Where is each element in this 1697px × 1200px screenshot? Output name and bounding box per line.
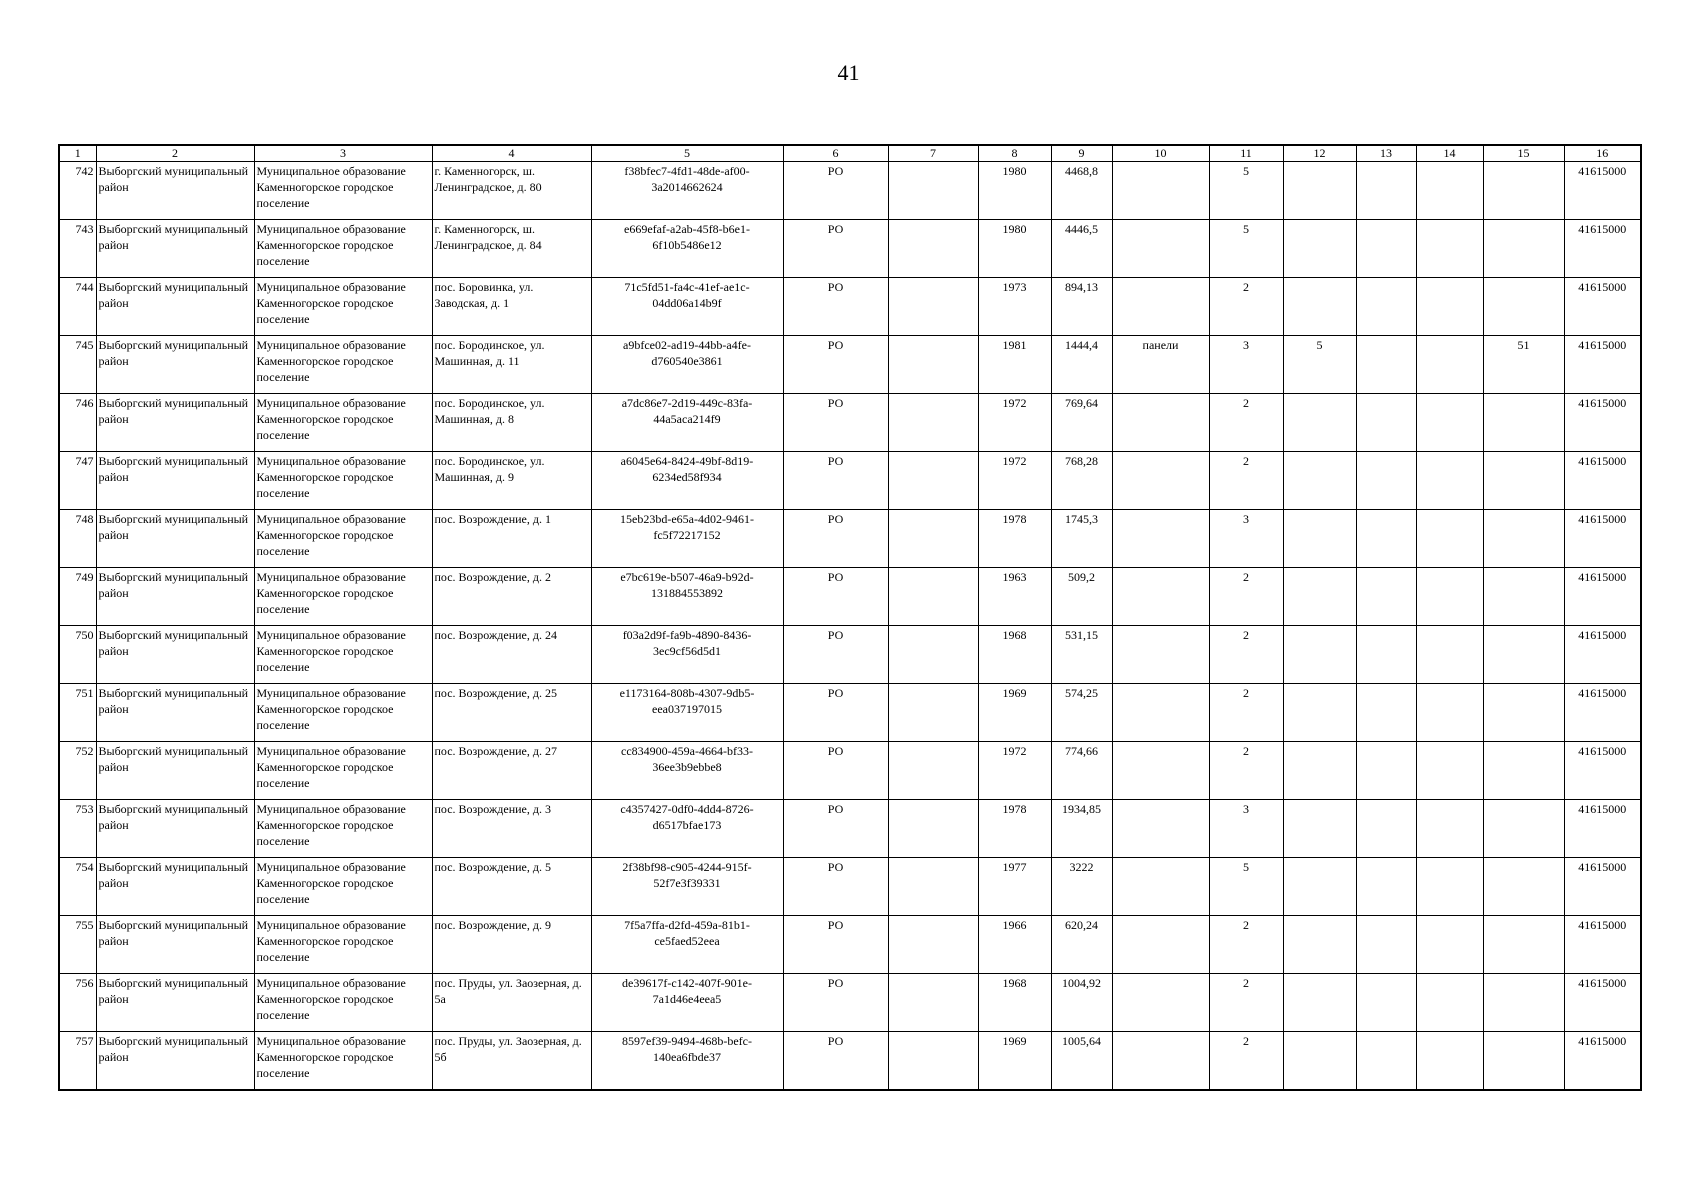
column-14-cell xyxy=(1416,742,1483,800)
housing-registry-table xyxy=(58,144,1642,1091)
year-cell: 1972 xyxy=(978,394,1051,452)
column-7-cell xyxy=(888,626,978,684)
district-cell: Выборгский муниципальный район xyxy=(96,394,254,452)
area-cell: 4468,8 xyxy=(1051,162,1112,220)
oktmo-cell: 41615000 xyxy=(1564,974,1641,1032)
row-number-cell: 750 xyxy=(59,626,96,684)
column-13-cell xyxy=(1356,684,1416,742)
oktmo-cell: 41615000 xyxy=(1564,278,1641,336)
column-header: 5 xyxy=(591,145,783,162)
row-number-cell: 751 xyxy=(59,684,96,742)
column-6-cell: РО xyxy=(783,162,888,220)
year-cell: 1980 xyxy=(978,220,1051,278)
address-cell: г. Каменногорск, ш. Ленинградское, д. 84 xyxy=(432,220,591,278)
column-header: 16 xyxy=(1564,145,1641,162)
address-cell: пос. Возрождение, д. 25 xyxy=(432,684,591,742)
guid-cell: 71c5fd51-fa4c-41ef-ae1c-04dd06a14b9f xyxy=(591,278,783,336)
floors-cell: 2 xyxy=(1209,742,1283,800)
table-row xyxy=(59,336,1641,394)
row-number-cell: 745 xyxy=(59,336,96,394)
column-15-cell xyxy=(1483,684,1564,742)
municipality-cell: Муниципальное образование Каменногорское городское поселение xyxy=(254,1032,432,1090)
column-header: 12 xyxy=(1283,145,1356,162)
address-cell: пос. Возрождение, д. 5 xyxy=(432,858,591,916)
table-body xyxy=(59,162,1641,1090)
year-cell: 1963 xyxy=(978,568,1051,626)
address-cell: пос. Возрождение, д. 3 xyxy=(432,800,591,858)
guid-cell: a9bfce02-ad19-44bb-a4fe-d760540e3861 xyxy=(591,336,783,394)
address-cell: пос. Возрождение, д. 9 xyxy=(432,916,591,974)
column-header: 1 xyxy=(59,145,96,162)
column-6-cell: РО xyxy=(783,510,888,568)
address-cell: пос. Бородинское, ул. Машинная, д. 9 xyxy=(432,452,591,510)
area-cell: 768,28 xyxy=(1051,452,1112,510)
column-15-cell xyxy=(1483,1032,1564,1090)
table-row xyxy=(59,742,1641,800)
column-7-cell xyxy=(888,800,978,858)
table-row xyxy=(59,510,1641,568)
column-14-cell xyxy=(1416,452,1483,510)
floors-cell: 2 xyxy=(1209,568,1283,626)
year-cell: 1972 xyxy=(978,452,1051,510)
guid-cell: 8597ef39-9494-468b-befc-140ea6fbde37 xyxy=(591,1032,783,1090)
area-cell: 574,25 xyxy=(1051,684,1112,742)
column-7-cell xyxy=(888,1032,978,1090)
year-cell: 1969 xyxy=(978,684,1051,742)
column-15-cell xyxy=(1483,858,1564,916)
floors-cell: 2 xyxy=(1209,278,1283,336)
column-14-cell xyxy=(1416,568,1483,626)
column-12-cell xyxy=(1283,510,1356,568)
column-14-cell xyxy=(1416,684,1483,742)
material-cell xyxy=(1112,568,1209,626)
column-15-cell: 51 xyxy=(1483,336,1564,394)
oktmo-cell: 41615000 xyxy=(1564,336,1641,394)
area-cell: 769,64 xyxy=(1051,394,1112,452)
table-row xyxy=(59,452,1641,510)
floors-cell: 2 xyxy=(1209,626,1283,684)
district-cell: Выборгский муниципальный район xyxy=(96,626,254,684)
column-13-cell xyxy=(1356,800,1416,858)
column-15-cell xyxy=(1483,510,1564,568)
column-header: 3 xyxy=(254,145,432,162)
oktmo-cell: 41615000 xyxy=(1564,510,1641,568)
municipality-cell: Муниципальное образование Каменногорское городское поселение xyxy=(254,278,432,336)
column-12-cell xyxy=(1283,568,1356,626)
material-cell xyxy=(1112,626,1209,684)
row-number-cell: 742 xyxy=(59,162,96,220)
column-7-cell xyxy=(888,568,978,626)
table-row xyxy=(59,220,1641,278)
oktmo-cell: 41615000 xyxy=(1564,916,1641,974)
area-cell: 894,13 xyxy=(1051,278,1112,336)
material-cell xyxy=(1112,510,1209,568)
column-header: 13 xyxy=(1356,145,1416,162)
municipality-cell: Муниципальное образование Каменногорское городское поселение xyxy=(254,742,432,800)
address-cell: пос. Боровинка, ул. Заводская, д. 1 xyxy=(432,278,591,336)
column-6-cell: РО xyxy=(783,684,888,742)
table-row xyxy=(59,684,1641,742)
address-cell: пос. Пруды, ул. Заозерная, д. 5б xyxy=(432,1032,591,1090)
column-13-cell xyxy=(1356,626,1416,684)
oktmo-cell: 41615000 xyxy=(1564,220,1641,278)
table-row xyxy=(59,974,1641,1032)
municipality-cell: Муниципальное образование Каменногорское городское поселение xyxy=(254,452,432,510)
column-14-cell xyxy=(1416,510,1483,568)
column-12-cell xyxy=(1283,1032,1356,1090)
column-14-cell xyxy=(1416,394,1483,452)
material-cell xyxy=(1112,394,1209,452)
material-cell xyxy=(1112,742,1209,800)
material-cell xyxy=(1112,220,1209,278)
material-cell xyxy=(1112,800,1209,858)
column-14-cell xyxy=(1416,220,1483,278)
row-number-cell: 757 xyxy=(59,1032,96,1090)
column-12-cell xyxy=(1283,858,1356,916)
year-cell: 1969 xyxy=(978,1032,1051,1090)
column-15-cell xyxy=(1483,742,1564,800)
table-row xyxy=(59,800,1641,858)
address-cell: пос. Бородинское, ул. Машинная, д. 8 xyxy=(432,394,591,452)
column-header: 15 xyxy=(1483,145,1564,162)
column-6-cell: РО xyxy=(783,336,888,394)
floors-cell: 3 xyxy=(1209,336,1283,394)
row-number-cell: 755 xyxy=(59,916,96,974)
floors-cell: 2 xyxy=(1209,916,1283,974)
table-row xyxy=(59,568,1641,626)
column-15-cell xyxy=(1483,974,1564,1032)
area-cell: 3222 xyxy=(1051,858,1112,916)
district-cell: Выборгский муниципальный район xyxy=(96,684,254,742)
year-cell: 1973 xyxy=(978,278,1051,336)
floors-cell: 5 xyxy=(1209,162,1283,220)
district-cell: Выборгский муниципальный район xyxy=(96,510,254,568)
row-number-cell: 748 xyxy=(59,510,96,568)
column-header: 14 xyxy=(1416,145,1483,162)
row-number-cell: 749 xyxy=(59,568,96,626)
column-12-cell xyxy=(1283,800,1356,858)
column-6-cell: РО xyxy=(783,974,888,1032)
column-header: 4 xyxy=(432,145,591,162)
municipality-cell: Муниципальное образование Каменногорское городское поселение xyxy=(254,568,432,626)
column-12-cell xyxy=(1283,162,1356,220)
column-12-cell xyxy=(1283,974,1356,1032)
column-15-cell xyxy=(1483,220,1564,278)
column-12-cell xyxy=(1283,626,1356,684)
column-13-cell xyxy=(1356,452,1416,510)
guid-cell: f38bfec7-4fd1-48de-af00-3a2014662624 xyxy=(591,162,783,220)
header-row xyxy=(59,145,1641,162)
year-cell: 1968 xyxy=(978,974,1051,1032)
column-15-cell xyxy=(1483,162,1564,220)
material-cell: панели xyxy=(1112,336,1209,394)
column-13-cell xyxy=(1356,336,1416,394)
row-number-cell: 744 xyxy=(59,278,96,336)
column-header: 6 xyxy=(783,145,888,162)
column-header: 10 xyxy=(1112,145,1209,162)
oktmo-cell: 41615000 xyxy=(1564,394,1641,452)
column-6-cell: РО xyxy=(783,916,888,974)
floors-cell: 2 xyxy=(1209,1032,1283,1090)
year-cell: 1977 xyxy=(978,858,1051,916)
column-13-cell xyxy=(1356,510,1416,568)
page-number: 41 xyxy=(837,60,860,85)
guid-cell: e7bc619e-b507-46a9-b92d-131884553892 xyxy=(591,568,783,626)
column-6-cell: РО xyxy=(783,220,888,278)
column-12-cell xyxy=(1283,220,1356,278)
floors-cell: 2 xyxy=(1209,974,1283,1032)
column-15-cell xyxy=(1483,568,1564,626)
district-cell: Выборгский муниципальный район xyxy=(96,742,254,800)
column-7-cell xyxy=(888,278,978,336)
row-number-cell: 743 xyxy=(59,220,96,278)
material-cell xyxy=(1112,974,1209,1032)
column-12-cell xyxy=(1283,452,1356,510)
municipality-cell: Муниципальное образование Каменногорское городское поселение xyxy=(254,510,432,568)
column-12-cell: 5 xyxy=(1283,336,1356,394)
column-14-cell xyxy=(1416,1032,1483,1090)
address-cell: пос. Пруды, ул. Заозерная, д. 5а xyxy=(432,974,591,1032)
table-row xyxy=(59,162,1641,220)
guid-cell: de39617f-c142-407f-901e-7a1d46e4eea5 xyxy=(591,974,783,1032)
guid-cell: a7dc86e7-2d19-449c-83fa-44a5aca214f9 xyxy=(591,394,783,452)
oktmo-cell: 41615000 xyxy=(1564,452,1641,510)
area-cell: 620,24 xyxy=(1051,916,1112,974)
material-cell xyxy=(1112,1032,1209,1090)
column-14-cell xyxy=(1416,626,1483,684)
row-number-cell: 752 xyxy=(59,742,96,800)
column-header: 2 xyxy=(96,145,254,162)
column-14-cell xyxy=(1416,162,1483,220)
table-row xyxy=(59,626,1641,684)
municipality-cell: Муниципальное образование Каменногорское городское поселение xyxy=(254,394,432,452)
column-15-cell xyxy=(1483,800,1564,858)
column-7-cell xyxy=(888,394,978,452)
column-13-cell xyxy=(1356,974,1416,1032)
column-header: 7 xyxy=(888,145,978,162)
district-cell: Выборгский муниципальный район xyxy=(96,916,254,974)
column-15-cell xyxy=(1483,394,1564,452)
column-13-cell xyxy=(1356,394,1416,452)
material-cell xyxy=(1112,684,1209,742)
guid-cell: 15eb23bd-e65a-4d02-9461-fc5f72217152 xyxy=(591,510,783,568)
year-cell: 1978 xyxy=(978,800,1051,858)
column-6-cell: РО xyxy=(783,858,888,916)
address-cell: пос. Возрождение, д. 2 xyxy=(432,568,591,626)
address-cell: пос. Возрождение, д. 24 xyxy=(432,626,591,684)
floors-cell: 3 xyxy=(1209,800,1283,858)
column-13-cell xyxy=(1356,568,1416,626)
municipality-cell: Муниципальное образование Каменногорское городское поселение xyxy=(254,220,432,278)
district-cell: Выборгский муниципальный район xyxy=(96,974,254,1032)
year-cell: 1968 xyxy=(978,626,1051,684)
material-cell xyxy=(1112,278,1209,336)
column-7-cell xyxy=(888,162,978,220)
column-7-cell xyxy=(888,336,978,394)
floors-cell: 2 xyxy=(1209,684,1283,742)
column-6-cell: РО xyxy=(783,452,888,510)
column-13-cell xyxy=(1356,1032,1416,1090)
oktmo-cell: 41615000 xyxy=(1564,1032,1641,1090)
district-cell: Выборгский муниципальный район xyxy=(96,220,254,278)
municipality-cell: Муниципальное образование Каменногорское городское поселение xyxy=(254,336,432,394)
floors-cell: 5 xyxy=(1209,858,1283,916)
row-number-cell: 746 xyxy=(59,394,96,452)
guid-cell: c4357427-0df0-4dd4-8726-d6517bfae173 xyxy=(591,800,783,858)
table-row xyxy=(59,394,1641,452)
column-14-cell xyxy=(1416,916,1483,974)
column-14-cell xyxy=(1416,858,1483,916)
column-15-cell xyxy=(1483,452,1564,510)
guid-cell: a6045e64-8424-49bf-8d19-6234ed58f934 xyxy=(591,452,783,510)
floors-cell: 2 xyxy=(1209,394,1283,452)
table-row xyxy=(59,278,1641,336)
column-12-cell xyxy=(1283,742,1356,800)
oktmo-cell: 41615000 xyxy=(1564,626,1641,684)
guid-cell: e669efaf-a2ab-45f8-b6e1-6f10b5486e12 xyxy=(591,220,783,278)
year-cell: 1978 xyxy=(978,510,1051,568)
row-number-cell: 754 xyxy=(59,858,96,916)
municipality-cell: Муниципальное образование Каменногорское городское поселение xyxy=(254,162,432,220)
year-cell: 1966 xyxy=(978,916,1051,974)
column-13-cell xyxy=(1356,858,1416,916)
year-cell: 1981 xyxy=(978,336,1051,394)
column-6-cell: РО xyxy=(783,742,888,800)
address-cell: г. Каменногорск, ш. Ленинградское, д. 80 xyxy=(432,162,591,220)
column-14-cell xyxy=(1416,336,1483,394)
column-7-cell xyxy=(888,220,978,278)
column-7-cell xyxy=(888,916,978,974)
column-12-cell xyxy=(1283,278,1356,336)
column-6-cell: РО xyxy=(783,394,888,452)
municipality-cell: Муниципальное образование Каменногорское городское поселение xyxy=(254,684,432,742)
column-13-cell xyxy=(1356,742,1416,800)
row-number-cell: 753 xyxy=(59,800,96,858)
municipality-cell: Муниципальное образование Каменногорское городское поселение xyxy=(254,858,432,916)
column-12-cell xyxy=(1283,394,1356,452)
district-cell: Выборгский муниципальный район xyxy=(96,452,254,510)
column-6-cell: РО xyxy=(783,626,888,684)
table-row xyxy=(59,916,1641,974)
area-cell: 509,2 xyxy=(1051,568,1112,626)
material-cell xyxy=(1112,452,1209,510)
area-cell: 1005,64 xyxy=(1051,1032,1112,1090)
column-12-cell xyxy=(1283,684,1356,742)
floors-cell: 3 xyxy=(1209,510,1283,568)
municipality-cell: Муниципальное образование Каменногорское городское поселение xyxy=(254,800,432,858)
floors-cell: 5 xyxy=(1209,220,1283,278)
area-cell: 531,15 xyxy=(1051,626,1112,684)
column-14-cell xyxy=(1416,278,1483,336)
area-cell: 1444,4 xyxy=(1051,336,1112,394)
district-cell: Выборгский муниципальный район xyxy=(96,568,254,626)
district-cell: Выборгский муниципальный район xyxy=(96,1032,254,1090)
row-number-cell: 756 xyxy=(59,974,96,1032)
column-13-cell xyxy=(1356,278,1416,336)
column-7-cell xyxy=(888,510,978,568)
address-cell: пос. Бородинское, ул. Машинная, д. 11 xyxy=(432,336,591,394)
column-13-cell xyxy=(1356,162,1416,220)
oktmo-cell: 41615000 xyxy=(1564,858,1641,916)
guid-cell: e1173164-808b-4307-9db5-eea037197015 xyxy=(591,684,783,742)
column-header: 9 xyxy=(1051,145,1112,162)
district-cell: Выборгский муниципальный район xyxy=(96,336,254,394)
oktmo-cell: 41615000 xyxy=(1564,568,1641,626)
column-13-cell xyxy=(1356,220,1416,278)
area-cell: 1745,3 xyxy=(1051,510,1112,568)
column-15-cell xyxy=(1483,626,1564,684)
oktmo-cell: 41615000 xyxy=(1564,684,1641,742)
column-7-cell xyxy=(888,742,978,800)
floors-cell: 2 xyxy=(1209,452,1283,510)
column-header: 11 xyxy=(1209,145,1283,162)
municipality-cell: Муниципальное образование Каменногорское городское поселение xyxy=(254,916,432,974)
column-12-cell xyxy=(1283,916,1356,974)
year-cell: 1972 xyxy=(978,742,1051,800)
district-cell: Выборгский муниципальный район xyxy=(96,278,254,336)
row-number-cell: 747 xyxy=(59,452,96,510)
table-row xyxy=(59,1032,1641,1090)
district-cell: Выборгский муниципальный район xyxy=(96,162,254,220)
column-15-cell xyxy=(1483,278,1564,336)
column-15-cell xyxy=(1483,916,1564,974)
column-header: 8 xyxy=(978,145,1051,162)
material-cell xyxy=(1112,162,1209,220)
column-13-cell xyxy=(1356,916,1416,974)
guid-cell: cc834900-459a-4664-bf33-36ee3b9ebbe8 xyxy=(591,742,783,800)
column-7-cell xyxy=(888,452,978,510)
material-cell xyxy=(1112,858,1209,916)
oktmo-cell: 41615000 xyxy=(1564,800,1641,858)
column-6-cell: РО xyxy=(783,278,888,336)
area-cell: 774,66 xyxy=(1051,742,1112,800)
material-cell xyxy=(1112,916,1209,974)
address-cell: пос. Возрождение, д. 1 xyxy=(432,510,591,568)
area-cell: 4446,5 xyxy=(1051,220,1112,278)
guid-cell: 2f38bf98-c905-4244-915f-52f7e3f39331 xyxy=(591,858,783,916)
column-6-cell: РО xyxy=(783,800,888,858)
oktmo-cell: 41615000 xyxy=(1564,162,1641,220)
column-7-cell xyxy=(888,974,978,1032)
table-row xyxy=(59,858,1641,916)
municipality-cell: Муниципальное образование Каменногорское городское поселение xyxy=(254,626,432,684)
column-7-cell xyxy=(888,684,978,742)
guid-cell: 7f5a7ffa-d2fd-459a-81b1-ce5faed52eea xyxy=(591,916,783,974)
district-cell: Выборгский муниципальный район xyxy=(96,858,254,916)
column-7-cell xyxy=(888,858,978,916)
address-cell: пос. Возрождение, д. 27 xyxy=(432,742,591,800)
year-cell: 1980 xyxy=(978,162,1051,220)
oktmo-cell: 41615000 xyxy=(1564,742,1641,800)
district-cell: Выборгский муниципальный район xyxy=(96,800,254,858)
municipality-cell: Муниципальное образование Каменногорское городское поселение xyxy=(254,974,432,1032)
column-14-cell xyxy=(1416,974,1483,1032)
area-cell: 1004,92 xyxy=(1051,974,1112,1032)
area-cell: 1934,85 xyxy=(1051,800,1112,858)
column-6-cell: РО xyxy=(783,568,888,626)
column-14-cell xyxy=(1416,800,1483,858)
guid-cell: f03a2d9f-fa9b-4890-8436-3ec9cf56d5d1 xyxy=(591,626,783,684)
column-6-cell: РО xyxy=(783,1032,888,1090)
